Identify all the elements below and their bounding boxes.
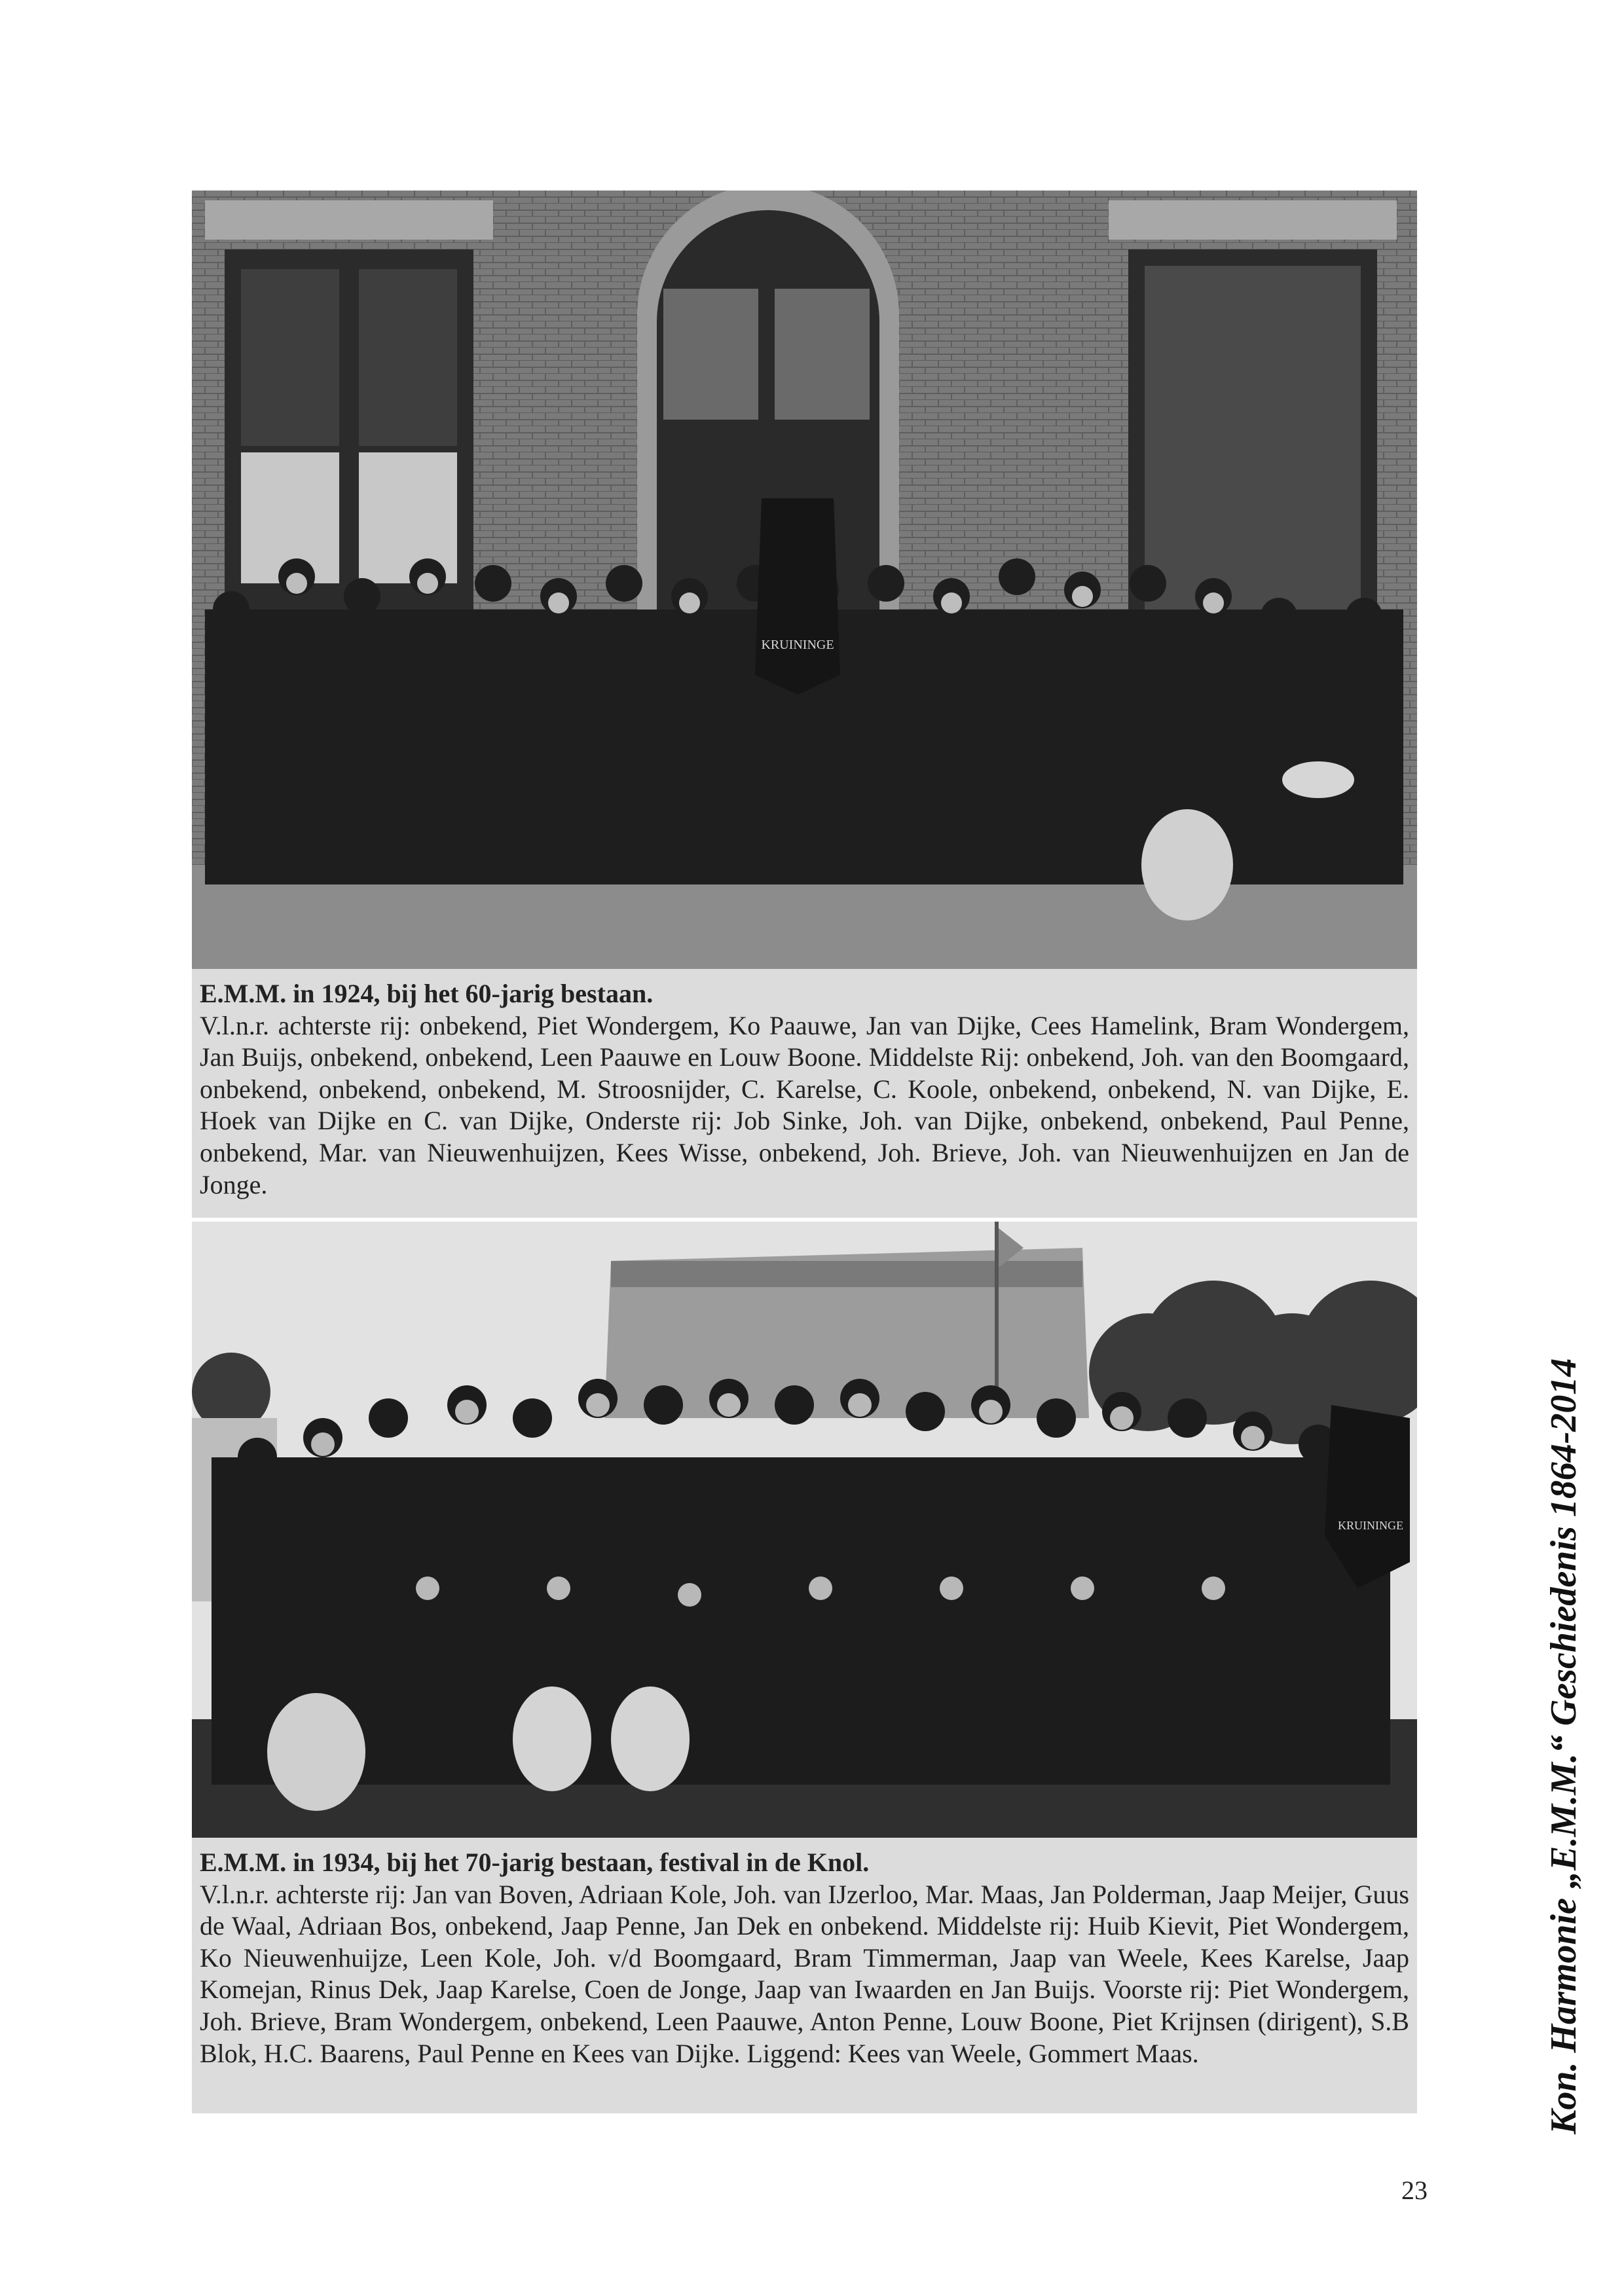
caption-1934 [192, 1838, 1417, 2113]
caption-text-1924: V.l.n.r. achterste rij: onbekend, Piet Wondergem, Ko Paauwe, Jan van Dijke, Cees Hamelink, Bram Wondergem, Jan Buijs, onbekend, onbekend, Leen Paauwe en Louw Boone. Middelste Rij: onbekend, Joh. van den Boomgaard, onbekend, onbekend, onbekend, M. Stroosnijder, C. Karelse, C. Koole, onbekend, onbekend, N. van Dijke, E. Hoek van Dijke en C. van Dijke, Onderste rij: Job Sinke, Joh. van Dijke, onbekend, onbekend, Paul Penne, onbekend, Mar. van Nieuwenhuijzen, Kees Wisse, onbekend, Joh. Brieve, Joh. van Nieuwenhuijzen en Jan de Jonge. [200, 1010, 1409, 1199]
side-title: Kon. Harmonie „E.M.M.“ Geschiedenis 1864-2014 [1543, 1358, 1584, 2134]
page-number: 23 [1401, 2176, 1428, 2205]
photo-block-1924 [192, 191, 1417, 1218]
caption-1924 [192, 969, 1417, 1218]
photo-1934-band [192, 1222, 1417, 1838]
photo-1924-band [192, 191, 1417, 969]
photo-block-1934 [192, 1222, 1417, 2113]
caption-text-1934: V.l.n.r. achterste rij: Jan van Boven, Adriaan Kole, Joh. van IJzerloo, Mar. Maas, Jan Polderman, Jaap Meijer, Guus de Waal, Adriaan Bos, onbekend, Jaap Penne, Jan Dek en onbekend. Middelste rij: Huib Kievit, Piet Wondergem, Ko Nieuwenhuijze, Leen Kole, Joh. v/d Boomgaard, Bram Timmerman, Jaap van Weele, Kees Karelse, Jaap Komejan, Rinus Dek, Jaap Karelse, Coen de Jonge, Jaap van Iwaarden en Jan Buijs. Voorste rij: Piet Wondergem, Joh. Brieve, Bram Wondergem, onbekend, Leen Paauwe, Anton Penne, Louw Boone, Piet Krijnsen (dirigent), S.B Blok, H.C. Baarens, Paul Penne en Kees van Dijke. Liggend: Kees van Weele, Gommert Maas. [200, 1879, 1409, 2068]
photo-1934-image [192, 1222, 1417, 1838]
banner-text-1934: KRUININGE [1338, 1519, 1403, 1532]
caption-title-1934: E.M.M. in 1934, bij het 70-jarig bestaan, festival in de Knol. [200, 1848, 870, 1877]
caption-title-1924: E.M.M. in 1924, bij het 60-jarig bestaan. [200, 979, 654, 1008]
photo-1924-image [192, 191, 1417, 969]
banner-text-1924: KRUININGE [761, 638, 834, 652]
